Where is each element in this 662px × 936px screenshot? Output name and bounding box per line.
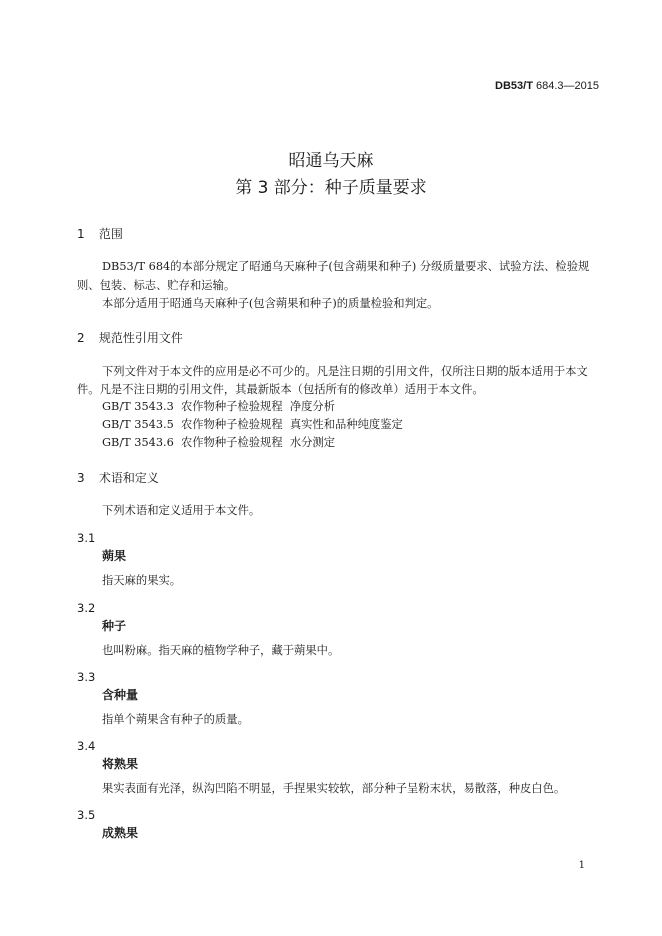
section-1-para1-line2: 则、包装、标志、贮存和运输。 bbox=[77, 279, 236, 292]
term-name: 成熟果 bbox=[102, 826, 139, 840]
term-definition: 指天麻的果实。 bbox=[102, 574, 182, 587]
term-number: 3.5 bbox=[77, 808, 96, 822]
section-title: 范围 bbox=[98, 227, 123, 241]
reference-item: GB/T 3543.3 农作物种子检验规程 净度分析 bbox=[102, 400, 336, 413]
term-number: 3.4 bbox=[77, 739, 96, 753]
section-2-heading bbox=[77, 329, 183, 346]
term-name: 蒴果 bbox=[102, 549, 127, 563]
term-number: 3.3 bbox=[77, 670, 96, 684]
term-definition: 也叫粉麻。指天麻的植物学种子，藏于蒴果中。 bbox=[102, 644, 340, 657]
term-definition: 指单个蒴果含有种子的质量。 bbox=[102, 713, 249, 726]
section-3-intro: 下列术语和定义适用于本文件。 bbox=[102, 504, 261, 517]
section-1-heading bbox=[77, 225, 123, 242]
standard-code bbox=[495, 80, 599, 92]
section-3-heading bbox=[77, 469, 159, 486]
page-number: 1 bbox=[578, 860, 585, 871]
section-2-para1-line1: 下列文件对于本文件的应用是必不可少的。凡是注日期的引用文件，仅所注日期的版本适用于本文 bbox=[102, 365, 588, 378]
term-number: 3.1 bbox=[77, 531, 96, 545]
section-2-para1-line2: 件。凡是不注日期的引用文件，其最新版本（包括所有的修改单）适用于本文件。 bbox=[77, 383, 484, 396]
standard-number: 684.3—2015 bbox=[536, 80, 599, 92]
term-definition: 果实表面有光泽，纵沟凹陷不明显，手捏果实较软，部分种子呈粉末状，易散落，种皮白色。 bbox=[102, 782, 566, 795]
section-1-para2: 本部分适用于昭通乌天麻种子(包含蒴果和种子)的质量检验和判定。 bbox=[102, 297, 439, 310]
section-number: 3 bbox=[77, 471, 85, 485]
term-number: 3.2 bbox=[77, 601, 96, 615]
section-number: 2 bbox=[77, 331, 85, 345]
section-title: 规范性引用文件 bbox=[98, 331, 183, 345]
standard-prefix: DB53/T bbox=[495, 80, 533, 92]
reference-item: GB/T 3543.5 农作物种子检验规程 真实性和品种纯度鉴定 bbox=[102, 418, 403, 431]
term-name: 将熟果 bbox=[102, 757, 139, 771]
document-title: 昭通乌天麻 bbox=[288, 151, 374, 171]
term-name: 种子 bbox=[102, 619, 127, 633]
normative-references-list bbox=[102, 398, 403, 452]
section-title: 术语和定义 bbox=[98, 471, 159, 485]
document-subtitle: 第 3 部分：种子质量要求 bbox=[235, 178, 427, 198]
term-name: 含种量 bbox=[102, 688, 139, 702]
section-1-para1-line1: DB53/T 684的本部分规定了昭通乌天麻种子(包含蒴果和种子) 分级质量要求、试验方法、检验规 bbox=[102, 260, 590, 273]
section-number: 1 bbox=[77, 227, 85, 241]
reference-item: GB/T 3543.6 农作物种子检验规程 水分测定 bbox=[102, 436, 336, 449]
